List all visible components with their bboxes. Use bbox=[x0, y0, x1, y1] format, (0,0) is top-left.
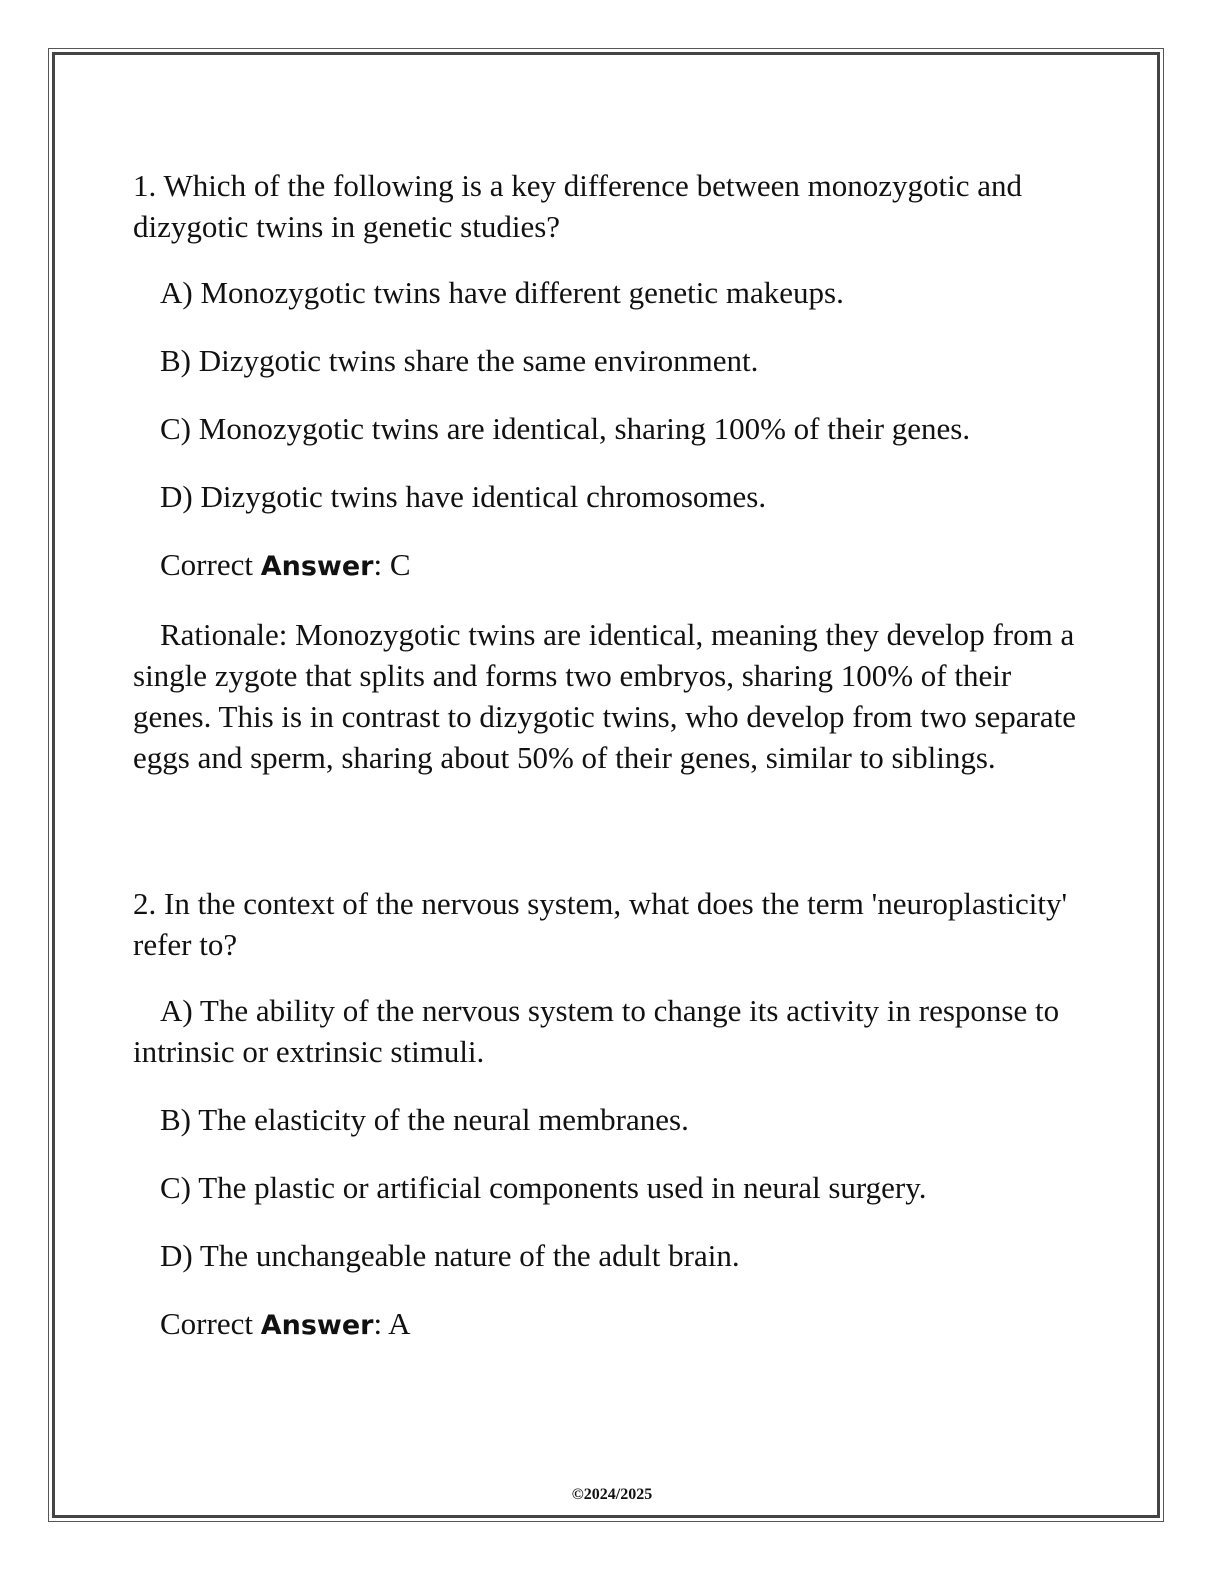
correct-answer-prefix: Correct bbox=[160, 1306, 261, 1341]
question-2-option-a: A) The ability of the nervous system to change its activity in response to intrinsic or extrinsic stimuli. bbox=[133, 993, 1060, 1069]
answer-label: Answer bbox=[260, 551, 374, 582]
question-2-correct-answer bbox=[133, 1303, 1093, 1346]
document-content bbox=[133, 165, 1093, 1373]
question-2-stem: 2. In the context of the nervous system, what does the term 'neuroplasticity' refer to? bbox=[133, 886, 1068, 962]
question-2-option-d: D) The unchangeable nature of the adult brain. bbox=[160, 1238, 740, 1273]
question-1-correct-answer bbox=[133, 544, 1093, 587]
question-2 bbox=[133, 883, 1093, 1346]
question-2-option-c: C) The plastic or artificial components used in neural surgery. bbox=[160, 1170, 927, 1205]
answer-label: Answer bbox=[260, 1310, 374, 1341]
question-2-option-b: B) The elasticity of the neural membranes. bbox=[160, 1102, 689, 1137]
question-1-option-b: B) Dizygotic twins share the same environment. bbox=[160, 343, 759, 378]
correct-answer-value: : A bbox=[373, 1306, 411, 1341]
question-1-option-c: C) Monozygotic twins are identical, sharing 100% of their genes. bbox=[160, 411, 971, 446]
question-1 bbox=[133, 165, 1093, 778]
correct-answer-prefix: Correct bbox=[160, 547, 261, 582]
question-1-stem: 1. Which of the following is a key difference between monozygotic and dizygotic twins in genetic studies? bbox=[133, 168, 1022, 244]
question-1-rationale: Rationale: Monozygotic twins are identical, meaning they develop from a single zygote that splits and forms two embryos, sharing 100% of their genes. This is in contrast to dizygotic twins, who develop from two separate eggs and sperm, sharing about 50% of their genes, similar to siblings. bbox=[133, 617, 1077, 775]
question-1-option-a: A) Monozygotic twins have different genetic makeups. bbox=[160, 275, 844, 310]
copyright-footer: ©2024/2025 bbox=[571, 1486, 653, 1503]
correct-answer-value: : C bbox=[373, 547, 411, 582]
question-spacer bbox=[133, 805, 1093, 883]
question-1-option-d: D) Dizygotic twins have identical chromosomes. bbox=[160, 479, 767, 514]
